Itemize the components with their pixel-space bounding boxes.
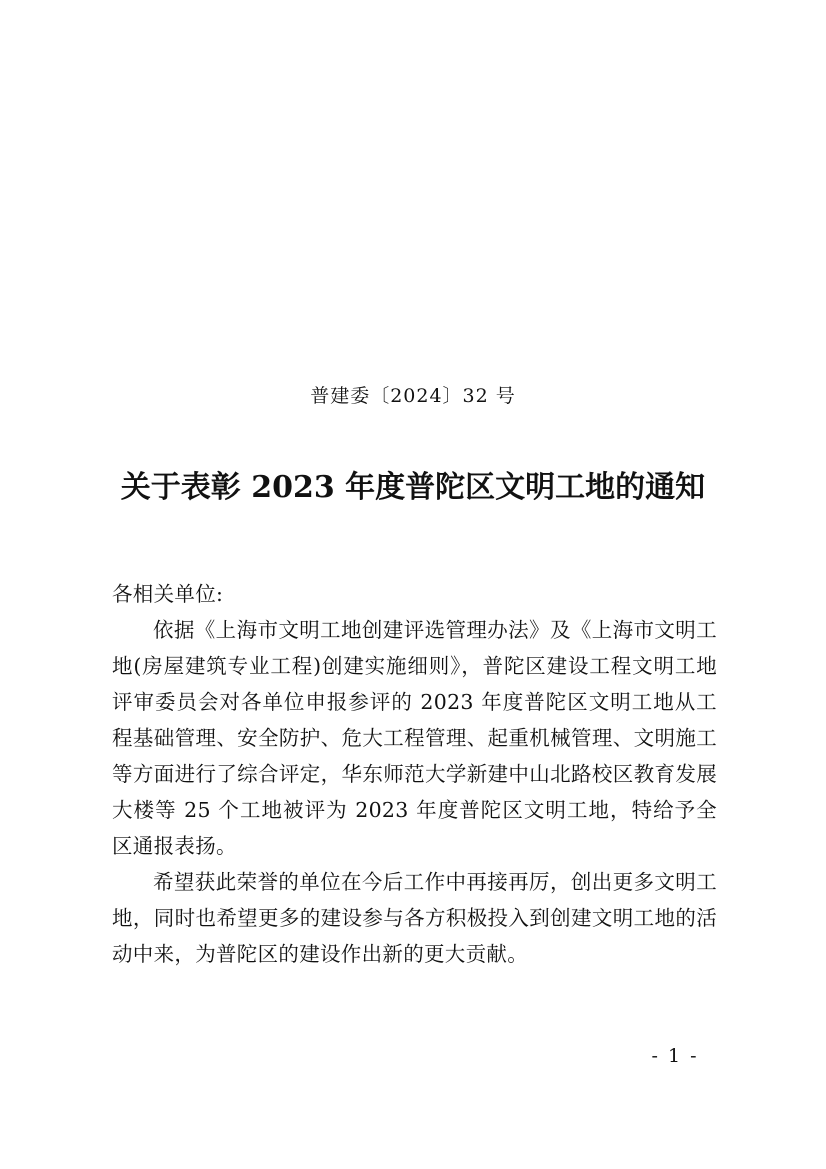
salutation: 各相关单位: — [112, 582, 224, 606]
document-body — [112, 576, 717, 972]
paragraph-1: 依据《上海市文明工地创建评选管理办法》及《上海市文明工地(房屋建筑专业工程)创建实施细则》，普陀区建设工程文明工地评审委员会对各单位申报参评的 2023 年度普陀区文明工地从工程基础管理、安全防护、危大工程管理、起重机械管理、文明施工等方面进行了综合评定，华东师范大学新建中山北路校区教育发展大楼等 25 个工地被评为 2023 年度普陀区文明工地，特给予全区通报表扬。 — [112, 618, 717, 858]
page-number: - 1 - — [651, 1045, 699, 1067]
document-number: 普建委〔2024〕32 号 — [310, 385, 516, 407]
paragraph-2: 希望获此荣誉的单位在今后工作中再接再厉，创出更多文明工地，同时也希望更多的建设参与各方积极投入到创建文明工地的活动中来，为普陀区的建设作出新的更大贡献。 — [112, 870, 717, 966]
document-title: 关于表彰 2023 年度普陀区文明工地的通知 — [120, 470, 706, 505]
